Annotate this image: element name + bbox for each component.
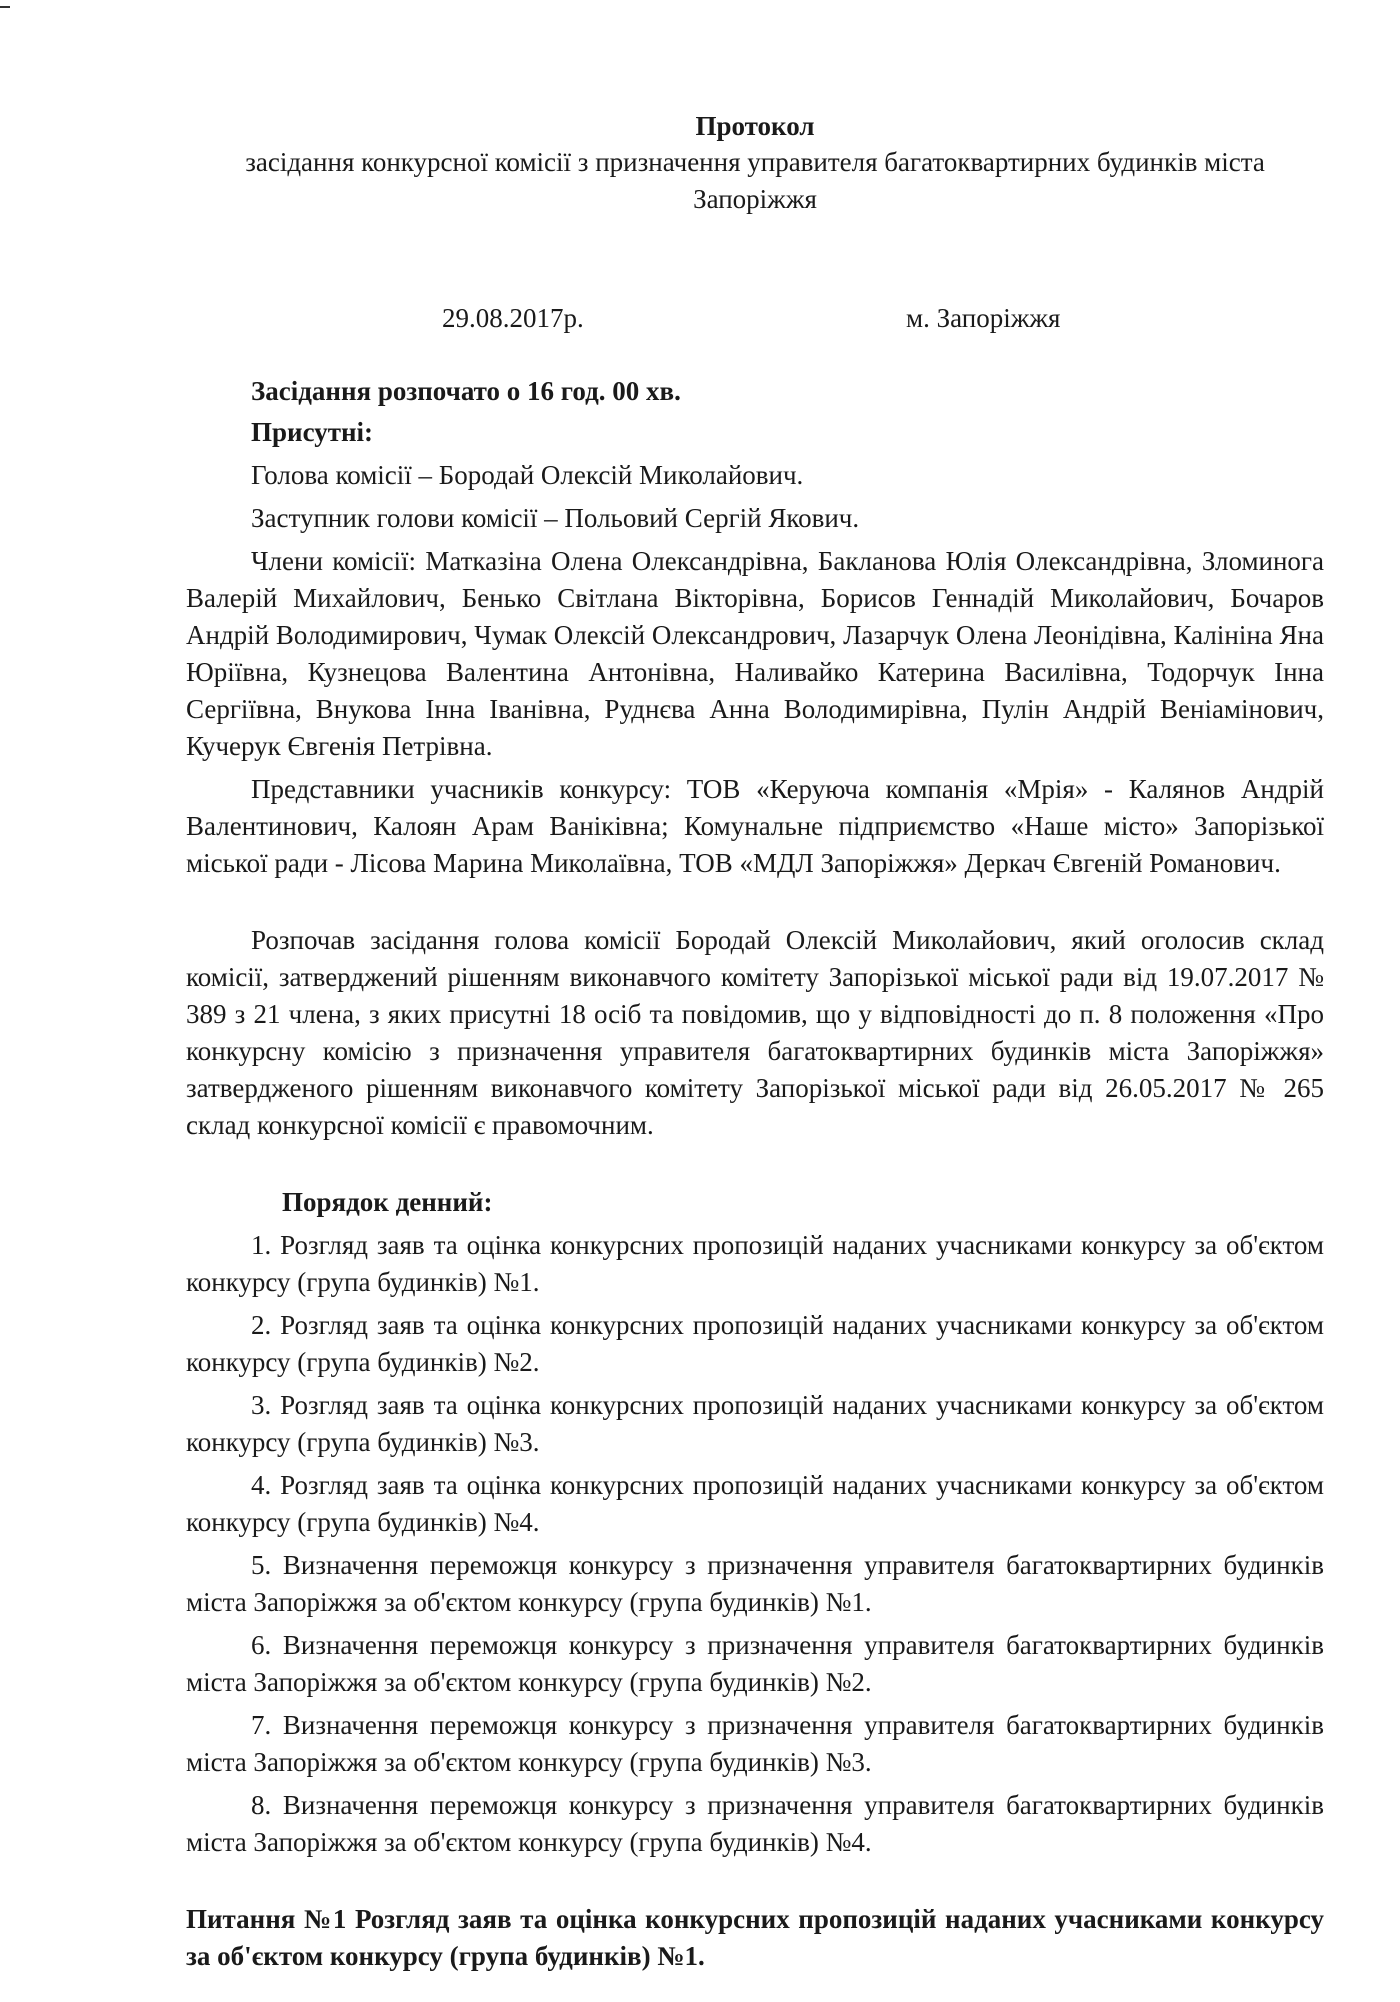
- date-place-row: [186, 300, 1324, 340]
- document-subtitle: засідання конкурсної комісії з призначення управителя багатоквартирних будинків міста Запоріжжя: [245, 147, 1265, 214]
- attendance-block: [186, 373, 1324, 537]
- scan-corner-mark: [0, 6, 10, 8]
- agenda-item: 3. Розгляд заяв та оцінка конкурсних пропозицій наданих учасниками конкурсу за об'єктом конкурсу (група будинків) №3.: [186, 1390, 1324, 1457]
- agenda-item: 7. Визначення переможця конкурсу з призначення управителя багатоквартирних будинків міста Запоріжжя за об'єктом конкурсу (група будинків) №3.: [186, 1710, 1324, 1777]
- agenda-item: 1. Розгляд заяв та оцінка конкурсних пропозицій наданих учасниками конкурсу за об'єктом конкурсу (група будинків) №1.: [186, 1230, 1324, 1297]
- representatives-paragraph: Представники учасників конкурсу: ТОВ «Керуюча компанія «Мрія» - Калянов Андрій Валентинович, Калоян Арам Ваніківна; Комунальне підприємство «Наше місто» Запорізької міської ради - Лісова Марина Миколаївна, ТОВ «МДЛ Запоріжжя» Деркач Євгеній Романович.: [186, 774, 1324, 878]
- agenda-item: 4. Розгляд заяв та оцінка конкурсних пропозицій наданих учасниками конкурсу за об'єктом конкурсу (група будинків) №4.: [186, 1470, 1324, 1537]
- present-label: Присутні:: [251, 417, 374, 447]
- document-city: м. Запоріжжя: [906, 303, 1061, 333]
- agenda-title: Порядок денний:: [282, 1187, 493, 1217]
- document-date: 29.08.2017р.: [442, 303, 584, 333]
- members-paragraph: Члени комісії: Матказіна Олена Олександрівна, Бакланова Юлія Олександрівна, Зломинога Валерій Михайлович, Бенько Світлана Вікторівна, Борисов Геннадій Миколайович, Бочаров Андрій Володимирович, Чумак Олексій Олександрович, Лазарчук Олена Леонідівна, Калініна Яна Юріївна, Кузнецова Валентина Антонівна, Наливайко Катерина Василівна, Тодорчук Інна Сергіївна, Внукова Інна Іванівна, Руднєва Анна Володимирівна, Пулін Андрій Веніамінович, Кучерук Євгенія Петрівна.: [186, 546, 1324, 761]
- chair-line: Голова комісії – Бородай Олексій Миколайович.: [251, 460, 804, 490]
- document-title: Протокол: [695, 111, 815, 141]
- start-time: Засідання розпочато о 16 год. 00 хв.: [251, 376, 681, 406]
- agenda-item: 8. Визначення переможця конкурсу з призначення управителя багатоквартирних будинків міста Запоріжжя за об'єктом конкурсу (група будинків) №4.: [186, 1790, 1324, 1857]
- agenda-item: 6. Визначення переможця конкурсу з призначення управителя багатоквартирних будинків міста Запоріжжя за об'єктом конкурсу (група будинків) №2.: [186, 1630, 1324, 1697]
- question-1-heading: Питання №1 Розгляд заяв та оцінка конкурсних пропозицій наданих учасниками конкурсу за об'єктом конкурсу (група будинків) №1.: [186, 1904, 1324, 1971]
- agenda-list: [186, 1227, 1324, 1861]
- agenda-item: 2. Розгляд заяв та оцінка конкурсних пропозицій наданих учасниками конкурсу за об'єктом конкурсу (група будинків) №2.: [186, 1310, 1324, 1377]
- deputy-line: Заступник голови комісії – Польовий Сергій Якович.: [251, 503, 860, 533]
- document-body: [186, 108, 1324, 2002]
- agenda-item: 5. Визначення переможця конкурсу з призначення управителя багатоквартирних будинків міста Запоріжжя за об'єктом конкурсу (група будинків) №1.: [186, 1550, 1324, 1617]
- opening-paragraph: Розпочав засідання голова комісії Бородай Олексій Миколайович, який оголосив склад комісії, затверджений рішенням виконавчого комітету Запорізької міської ради від 19.07.2017 № 389 з 21 члена, з яких присутні 18 осіб та повідомив, що у відповідності до п. 8 положення «Про конкурсну комісію з призначення управителя багатоквартирних будинків міста Запоріжжя» затвердженого рішенням виконавчого комітету Запорізької міської ради від 26.05.2017 № 265 склад конкурсної комісії є правомочним.: [186, 925, 1324, 1140]
